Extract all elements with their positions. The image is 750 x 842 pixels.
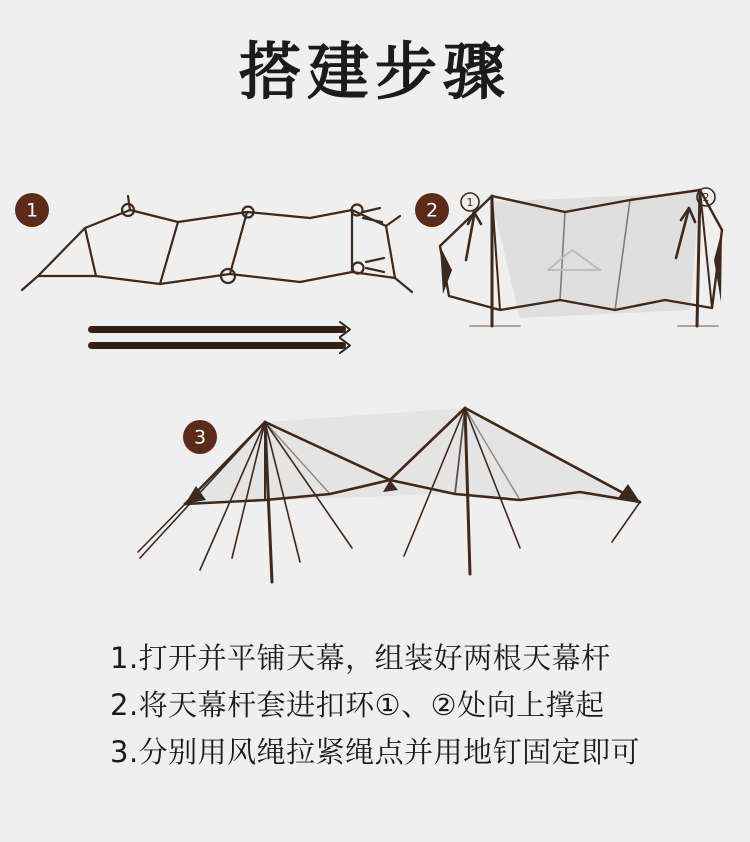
- page-title: 搭建步骤: [238, 35, 511, 108]
- svg-text:2: 2: [425, 199, 439, 222]
- svg-text:3: 3: [193, 426, 207, 449]
- callout-buckle-1: [461, 193, 479, 211]
- setup-diagram: [0, 150, 750, 620]
- step-badge-2: [415, 193, 449, 227]
- instruction-line-2: 2.将天幕杆套进扣环①、②处向上撑起: [110, 687, 605, 722]
- instruction-line-3: 3.分别用风绳拉紧绳点并用地钉固定即可: [110, 734, 641, 769]
- svg-text:1: 1: [466, 196, 474, 209]
- tarp-poles: [88, 322, 350, 353]
- step-badge-3: [183, 420, 217, 454]
- instruction-list: [0, 635, 750, 776]
- svg-text:1: 1: [25, 199, 39, 222]
- panel-1-flat-tarp: [22, 196, 412, 353]
- panel-2-raised-tarp: [440, 190, 722, 326]
- instruction-line-1: 1.打开并平铺天幕，组装好两根天幕杆: [110, 641, 611, 675]
- svg-text:2: 2: [702, 191, 710, 204]
- step-badge-1: [15, 193, 49, 227]
